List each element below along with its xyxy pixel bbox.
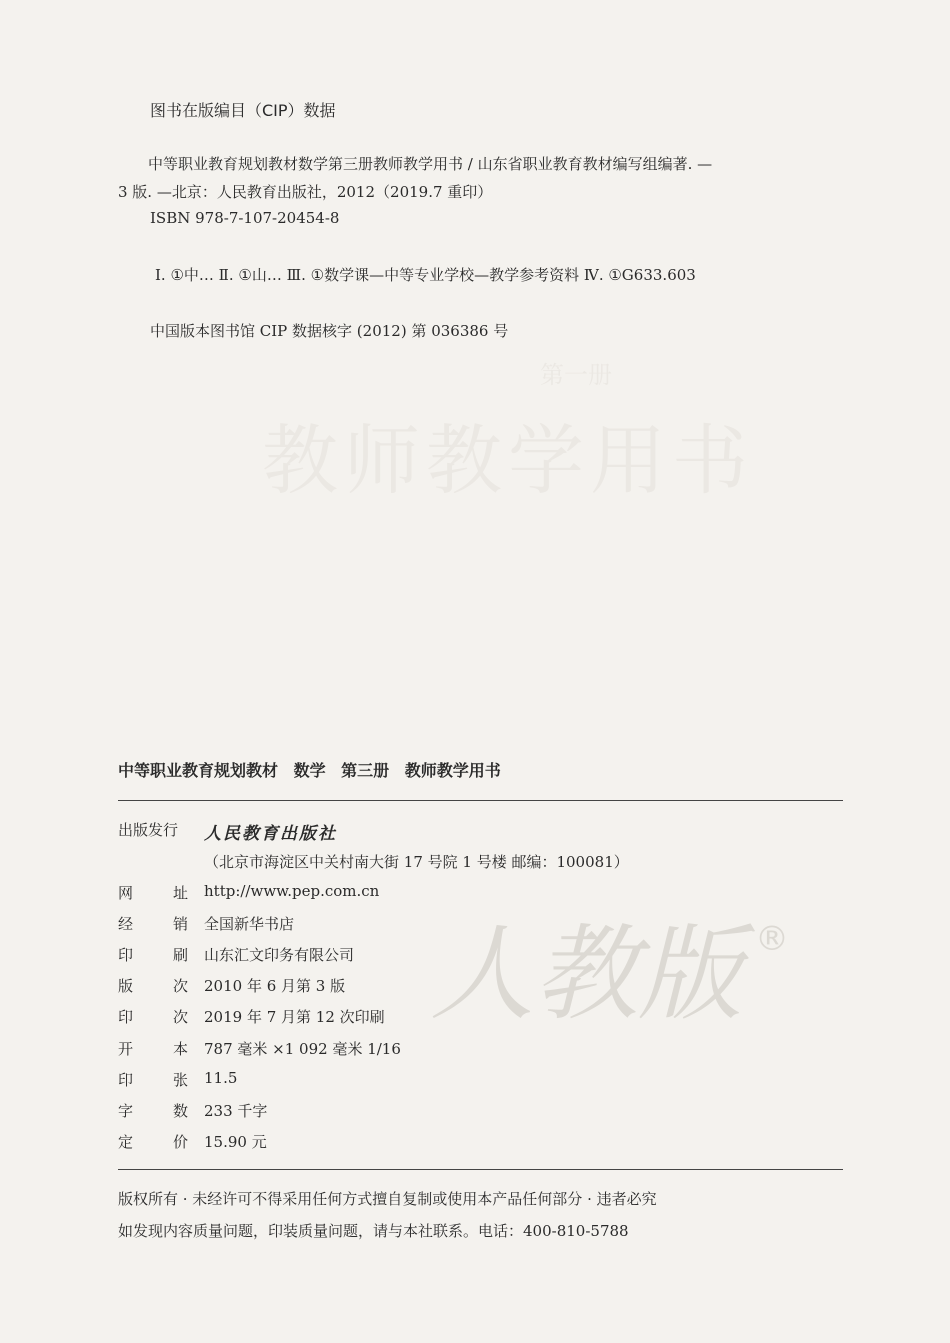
bottom-divider [118, 1169, 843, 1170]
printing: 2019 年 7 月第 12 次印刷 [204, 1008, 385, 1026]
cip-number: 中国版本图书馆 CIP 数据核字 (2012) 第 036386 号 [150, 322, 509, 340]
top-divider [118, 800, 843, 801]
watermark-logo [410, 900, 790, 1040]
show-through-title: 教师教学用书 [262, 416, 754, 505]
watermark-text: 人教版 [430, 913, 743, 1035]
publisher-address: （北京市海淀区中关村南大街 17 号院 1 号楼 邮编：100081） [204, 853, 629, 871]
publisher-logo: 人民教育出版社 [204, 824, 337, 844]
price: 15.90 元 [204, 1133, 267, 1151]
cip-heading: 图书在版编目（CIP）数据 [150, 101, 336, 120]
show-through-text: 第一册 [540, 361, 612, 389]
classification: Ⅰ. ①中… Ⅱ. ①山… Ⅲ. ①数学课—中等专业学校—教学参考资料 Ⅳ. ①G633.603 [155, 266, 696, 284]
sheets: 11.5 [204, 1069, 238, 1087]
registered-mark: ® [755, 919, 789, 959]
detail-label: 版 次 [118, 977, 188, 995]
isbn: ISBN 978-7-107-20454-8 [150, 209, 340, 227]
detail-label: 字 数 [118, 1102, 188, 1120]
contact-notice: 如发现内容质量问题，印装质量问题，请与本社联系。电话：400-810-5788 [118, 1222, 629, 1240]
distributor: 全国新华书店 [204, 915, 295, 933]
website: http://www.pep.com.cn [204, 882, 380, 900]
detail-label: 开 本 [118, 1040, 188, 1058]
printer: 山东汇文印务有限公司 [204, 946, 355, 964]
detail-label: 印 刷 [118, 946, 188, 964]
copyright-notice: 版权所有 · 未经许可不得采用任何方式擅自复制或使用本产品任何部分 · 违者必究 [118, 1190, 657, 1208]
cip-line-1: 中等职业教育规划教材数学第三册教师教学用书 / 山东省职业教育教材编写组编著. — [148, 155, 713, 173]
format: 787 毫米 ×1 092 毫米 1/16 [204, 1040, 401, 1058]
detail-label: 经 销 [118, 915, 188, 933]
word-count: 233 千字 [204, 1102, 268, 1120]
series-title: 中等职业教育规划教材 数学 第三册 教师教学用书 [118, 761, 501, 780]
edition: 2010 年 6 月第 3 版 [204, 977, 346, 995]
detail-label: 网 址 [118, 884, 188, 902]
detail-label: 定 价 [118, 1133, 188, 1151]
detail-label: 印 次 [118, 1008, 188, 1026]
detail-label: 印 张 [118, 1071, 188, 1089]
publisher-label: 出版发行 [118, 821, 179, 839]
cip-line-2: 3 版. —北京：人民教育出版社，2012（2019.7 重印） [118, 183, 493, 201]
